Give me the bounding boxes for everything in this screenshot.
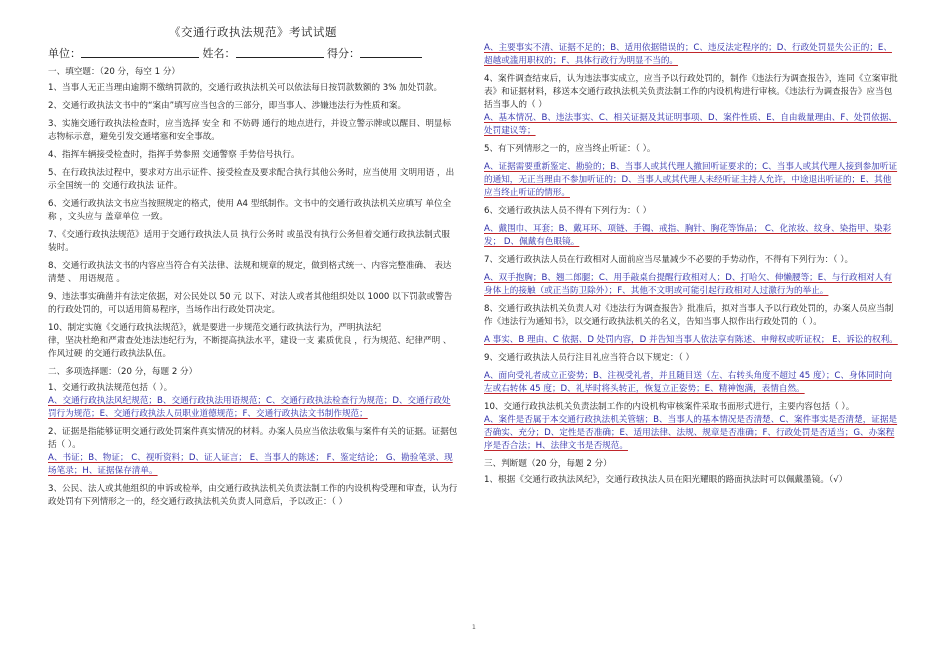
answer-options: A、书证；B、物证； C、视听资料；D、证人证言； E、当事人的陈述； F、鉴定结论； G、勘验笔录、现场笔录；H、证据保存清单。: [48, 453, 453, 476]
question-text: 3、公民、法人或其他组织的申诉或检举，由交通行政执法机关负责法制工作的内设机构受理和审查，认为行政处罚有下列情形之一的，经交通行政执法机关负责人同意后，予以改正：（ ）: [48, 484, 458, 507]
answer-options: A、面向受礼者成立正姿势；B、注视受礼者，并且随目送（左、右转头角度不超过 45 度）；C、身体同时向左或右转体 45 度；D、礼毕时将头转正，恢复立正姿势；E、精神饱满，表情自然。: [484, 371, 893, 394]
question-text: 6、交通行政执法文书应当按照规定的格式，使用 A4 型纸制作。文书中的交通行政执法机关应填写 单位全称 ，文头应与 盖章单位 一致。: [48, 199, 452, 222]
score-field: [360, 47, 422, 58]
question-text: 2、证据是指能够证明交通行政处罚案件真实情况的材料。办案人员应当依法收集与案件有关的证据。证据包括（ ）。: [48, 427, 458, 450]
answer-options: A、双手抱胸；B、翘二郎腿；C、用手敲桌台提醒行政相对人；D、打哈欠、伸懒腰等；E、与行政相对人有身体上的接触（或正当防卫除外）；F、其他不文明或可能引起行政相对人过激行为的举止。: [484, 273, 892, 296]
name-field: [236, 47, 324, 58]
question-text: 9、违法事实确凿并有法定依据，对公民处以 50 元 以下、对法人或者其他组织处以 1000 以下罚款或警告的行政处罚的，可以适用简易程序，当场作出行政处罚决定。: [48, 292, 453, 315]
section-true-false: 三、判断题（20 分，每题 2 分）: [484, 459, 612, 469]
page-number: 1: [472, 624, 476, 631]
name-label: 姓名：: [202, 47, 236, 60]
question-text: 7、《交通行政执法规范》适用于交通行政执法人员 执行公务时 或虽没有执行公务但着交通行政执法制式服装时。: [48, 230, 450, 253]
score-label: 得分：: [327, 47, 360, 60]
question-text: 5、有下列情形之一的，应当终止听证：（ ）。: [484, 144, 656, 154]
question-text: 6、交通行政执法人员不得有下列行为：（ ）: [484, 206, 652, 216]
question-text: 4、指挥车辆接受检查时，指挥手势参照 交通警察 手势信号执行。: [48, 150, 300, 160]
section-multiple-choice: 二、多项选择题：（20 分，每题 2 分）: [48, 367, 198, 377]
question-text: 10、制定实施《交通行政执法规范》，就是要进一步规范交通行政执法行为，严明执法纪: [48, 323, 382, 333]
question-text: 9、交通行政执法人员行注目礼应当符合以下规定：（ ）: [484, 353, 695, 363]
unit-field: [81, 47, 199, 58]
question-text: 7、交通行政执法人员在行政相对人面前应当尽量减少不必要的手势动作，不得有下列行为：（ ）。: [484, 255, 854, 265]
header-fields: [48, 47, 458, 60]
question-text: 3、实施交通行政执法检查时，应当选择 安全 和 不妨碍 通行的地点进行，并设立警示牌或以醒目、明显标志物标示意，避免引发交通堵塞和安全事故。: [48, 119, 452, 142]
right-column: [484, 0, 898, 492]
question-text: 8、交通行政执法机关负责人对《违法行为调查报告》批准后，拟对当事人予以行政处罚的，办案人员应当制作《违法行为通知书》，以交通行政执法机关的名义，告知当事人拟作出行政处罚的（ ）。: [484, 304, 894, 327]
question-text: 8、交通行政执法文书的内容应当符合有关法律、法规和规章的规定，做到格式统一、内容完整准确、 表达清楚 、 用语规范 。: [48, 261, 452, 284]
section-fill-blank: 一、填空题：（20 分，每空 1 分）: [48, 67, 181, 77]
answer-options: A、证据需要重新鉴定、勘验的；B、当事人或其代理人撤回听证要求的；C、当事人或其代理人接到参加听证的通知，无正当理由不参加听证的；D、当事人或其代理人未经听证主持人允许，中途退出听证的；E、其他应当终止听证的情形。: [484, 162, 898, 198]
question-text: 2、交通行政执法文书中的“案由”填写应当包含的三部分，即当事人、涉嫌违法行为性质和案。: [48, 101, 407, 111]
answer-options: A、交通行政执法风纪规范；B、交通行政执法用语规范；C、交通行政执法检查行为规范；D、交通行政处罚行为规范；E、交通行政执法人员职业道德规范；F、交通行政执法文书制作规范；: [48, 396, 451, 419]
question-text: 10、交通行政执法机关负责法制工作的内设机构审核案件采取书面形式进行，主要内容包括（ ）。: [484, 402, 855, 412]
left-column: [48, 0, 458, 514]
answer-options: A、戴围巾、耳套；B、戴耳环、项链、手镯、戒指、胸针、胸花等饰品； C、化浓妆、纹身、染指甲、染彩发； D、佩戴有色眼镜。: [484, 224, 892, 247]
question-text: 1、当事人无正当理由逾期不缴纳罚款的，交通行政执法机关可以依法每日按罚款数额的 3% 加处罚款。: [48, 83, 443, 93]
answer-options: A、案件是否属于本交通行政执法机关管辖；B、当事人的基本情况是否清楚、C、案件事实是否清楚，证据是否确实、充分；D、定性是否准确；E、适用法律、法规、规章是否准确；F、行政处罚是否适当；G、办案程序是否合法；H、法律文书是否规范。: [484, 415, 898, 451]
answer-options: A、主要事实不清、证据不足的；B、适用依据错误的；C、违反法定程序的；D、行政处罚显失公正的；E、超越或滥用职权的；F、具体行政行为明显不当的。: [484, 43, 892, 66]
question-text: 4、案件调查结束后，认为违法事实成立，应当予以行政处罚的，制作《违法行为调查报告》，连同《立案审批表》和证据材料，移送本交通行政执法机关负责法制工作的内设机构进行审核。《违法行为调查报告》应当包括当事人的（ ）: [484, 74, 898, 110]
page-title: 《交通行政执法规范》考试试题: [169, 25, 337, 39]
question-text: 1、交通行政执法规范包括（ ）。: [48, 383, 173, 393]
unit-label: 单位：: [48, 47, 81, 60]
question-text: 1、根据《交通行政执法风纪》，交通行政执法人员在阳光耀眼的路面执法时可以佩戴墨镜。（√）: [484, 475, 848, 485]
question-text: 5、在行政执法过程中，要求对方出示证件、接受检查及要求配合执行其他公务时，应当使用 文明用语 ，出示全国统一的 交通行政执法 证件。: [48, 168, 455, 191]
answer-options: A、基本情况、B、违法事实、C、相关证据及其证明事项、D、案件性质、E、自由裁量理由、F、处罚依据、处罚建议等；: [484, 113, 897, 136]
question-text: 律，坚决杜绝和严肃查处违法违纪行为，不断提高执法水平，建设一支 素质优良 ，行为规范、纪律严明 、作风过硬 的交通行政执法队伍。: [48, 336, 452, 359]
answer-options: A 事实、B 理由、C 依据、D 处罚内容，D 并告知当事人依法享有陈述、申辩权或听证权； E、诉讼的权利。: [484, 335, 898, 345]
